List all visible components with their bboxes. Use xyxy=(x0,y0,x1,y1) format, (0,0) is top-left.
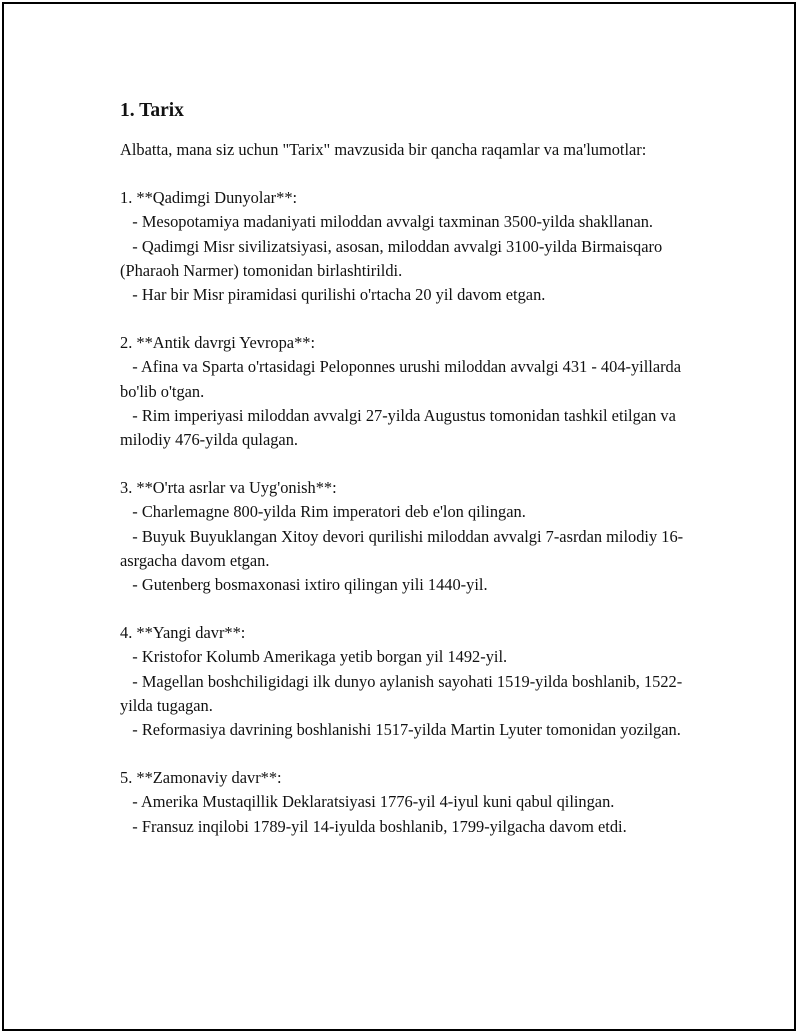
list-item: - Magellan boshchiligidagi ilk dunyo aylanish sayohati 1519-yilda boshlanib, 1522-yilda tugagan. xyxy=(120,671,683,715)
section-title: 2. **Antik davrgi Yevropa**: xyxy=(120,333,316,353)
intro-paragraph: Albatta, mana siz uchun "Tarix" mavzusida bir qancha raqamlar va ma'lumotlar: xyxy=(120,140,647,159)
document-content xyxy=(120,98,690,863)
section-title: 3. **O'rta asrlar va Uyg'onish**: xyxy=(120,478,337,498)
section-title: 1. **Qadimgi Dunyolar**: xyxy=(120,188,298,208)
list-item: - Qadimgi Misr sivilizatsiyasi, asosan, miloddan avvalgi 3100-yilda Birmaisqaro (Pharaoh Narmer) tomonidan birlashtirildi. xyxy=(120,236,667,280)
list-item: - Rim imperiyasi miloddan avvalgi 27-yilda Augustus tomonidan tashkil etilgan va milodiy 476-yilda qulagan. xyxy=(120,405,680,450)
list-item: - Buyuk Buyuklangan Xitoy devori qurilishi miloddan avvalgi 7-asrdan milodiy 16-asrgacha davom etgan. xyxy=(120,526,684,570)
list-item: - Har bir Misr piramidasi qurilishi o'rtacha 20 yil davom etgan. xyxy=(120,285,546,305)
list-item: - Reformasiya davrining boshlanishi 1517-yilda Martin Lyuter tomonidan yozilgan. xyxy=(120,720,681,740)
section-title: 4. **Yangi davr**: xyxy=(120,623,246,643)
section-middle-ages-renaissance xyxy=(120,476,690,597)
list-item: - Kristofor Kolumb Amerikaga yetib borgan yil 1492-yil. xyxy=(120,647,508,667)
list-item: - Fransuz inqilobi 1789-yil 14-iyulda boshlanib, 1799-yilgacha davom etdi. xyxy=(120,816,627,836)
list-item: - Charlemagne 800-yilda Rim imperatori deb e'lon qilingan. xyxy=(120,502,526,522)
section-title: 5. **Zamonaviy davr**: xyxy=(120,768,282,788)
list-item: - Gutenberg bosmaxonasi ixtiro qilingan yili 1440-yil. xyxy=(120,575,488,595)
list-item: - Amerika Mustaqillik Deklaratsiyasi 1776-yil 4-iyul kuni qabul qilingan. xyxy=(120,792,615,812)
section-antiquity-europe xyxy=(120,331,690,452)
document-page xyxy=(2,2,796,1031)
list-item: - Mesopotamiya madaniyati miloddan avvalgi taxminan 3500-yilda shakllanan. xyxy=(120,212,654,232)
document-title: 1. Tarix xyxy=(120,100,184,121)
section-modern-era xyxy=(120,766,690,839)
list-item: - Afina va Sparta o'rtasidagi Peloponnes urushi miloddan avvalgi 431 - 404-yillarda bo'lib o'tgan. xyxy=(120,357,686,401)
section-new-era xyxy=(120,621,690,742)
section-ancient-worlds xyxy=(120,186,690,307)
